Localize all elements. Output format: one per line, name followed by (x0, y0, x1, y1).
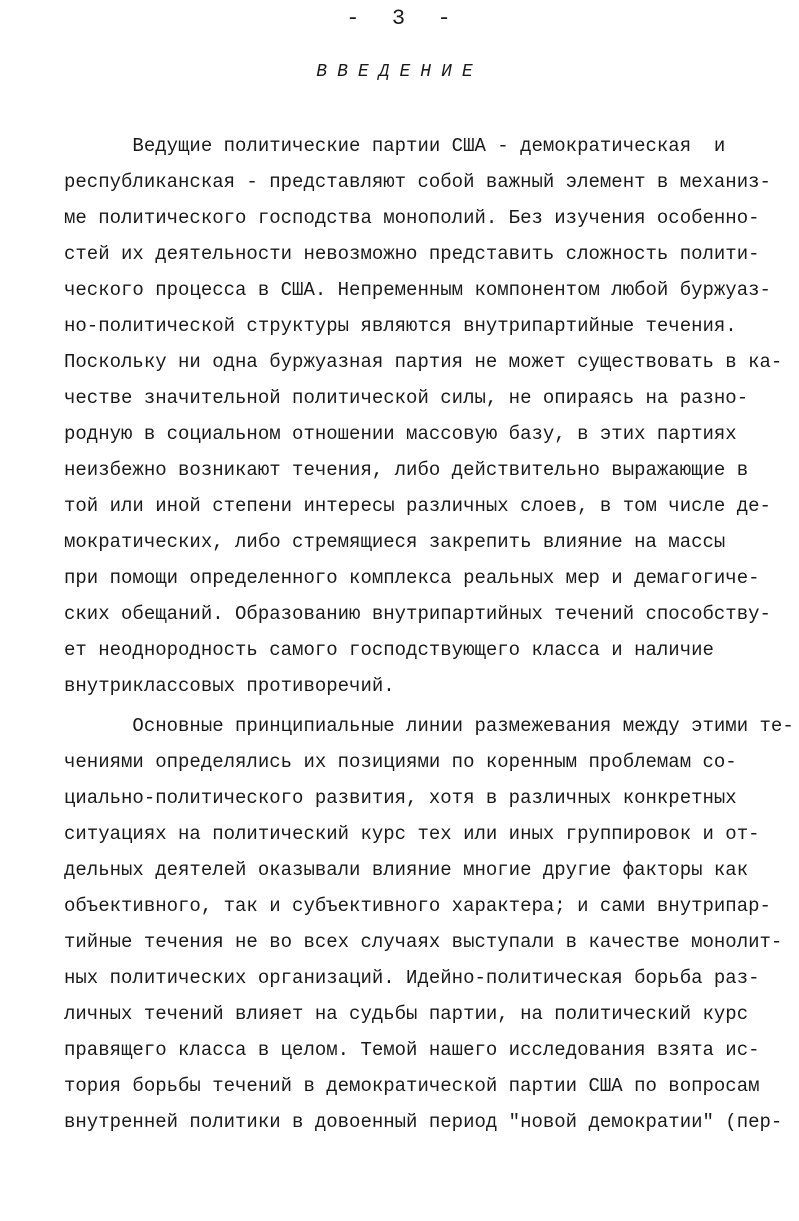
text-line: внутриклассовых противоречий. (64, 675, 395, 697)
text-line: внутренней политики в довоенный период "новой демократии" (пер- (64, 1111, 783, 1133)
text-line: при помощи определенного комплекса реальных мер и демагогиче- (64, 567, 760, 589)
text-line: но-политической структуры являются внутрипартийные течения. (64, 315, 737, 337)
text-line: Поскольку ни одна буржуазная партия не может существовать в ка- (64, 351, 783, 373)
page-number: - 3 - (346, 6, 453, 31)
text-line: правящего класса в целом. Темой нашего исследования взята ис- (64, 1039, 760, 1061)
text-line: ет неоднородность самого господствующего класса и наличие (64, 639, 714, 661)
text-line: ческого процесса в США. Непременным компонентом любой буржуаз- (64, 279, 771, 301)
text-line: личных течений влияет на судьбы партии, на политический курс (64, 1003, 749, 1025)
text-line: неизбежно возникают течения, либо действительно выражающие в (64, 459, 749, 481)
text-line: объективного, так и субъективного характера; и сами внутрипар- (64, 895, 771, 917)
text-line: циально-политического развития, хотя в различных конкретных (64, 787, 737, 809)
text-line: тория борьбы течений в демократической партии США по вопросам (64, 1075, 760, 1097)
text-line: честве значительной политической силы, не опираясь на разно- (64, 387, 749, 409)
text-line: республиканская - представляют собой важный элемент в механиз- (64, 171, 771, 193)
text-line: ме политического господства монополий. Без изучения особенно- (64, 207, 760, 229)
text-line: чениями определялись их позициями по коренным проблемам со- (64, 751, 737, 773)
text-line: той или иной степени интересы различных слоев, в том числе де- (64, 495, 771, 517)
text-line: дельных деятелей оказывали влияние многие другие факторы как (64, 859, 749, 881)
text-line: Ведущие политические партии США - демократическая и (64, 135, 726, 157)
text-line: родную в социальном отношении массовую базу, в этих партиях (64, 423, 737, 445)
text-line: тийные течения не во всех случаях выступали в качестве монолит- (64, 931, 783, 953)
text-line: ситуациях на политический курс тех или иных группировок и от- (64, 823, 760, 845)
text-line: ских обещаний. Образованию внутрипартийных течений способству- (64, 603, 771, 625)
text-line: ных политических организаций. Идейно-политическая борьба раз- (64, 967, 760, 989)
paragraph (64, 708, 794, 1140)
body-text (64, 128, 794, 1140)
section-title: ВВЕДЕНИЕ (316, 62, 483, 82)
text-line: мократических, либо стремящиеся закрепить влияние на массы (64, 531, 726, 553)
text-line: стей их деятельности невозможно представить сложность полити- (64, 243, 760, 265)
paragraph (64, 128, 783, 704)
text-line: Основные принципиальные линии размежевания между этими те- (64, 715, 794, 737)
